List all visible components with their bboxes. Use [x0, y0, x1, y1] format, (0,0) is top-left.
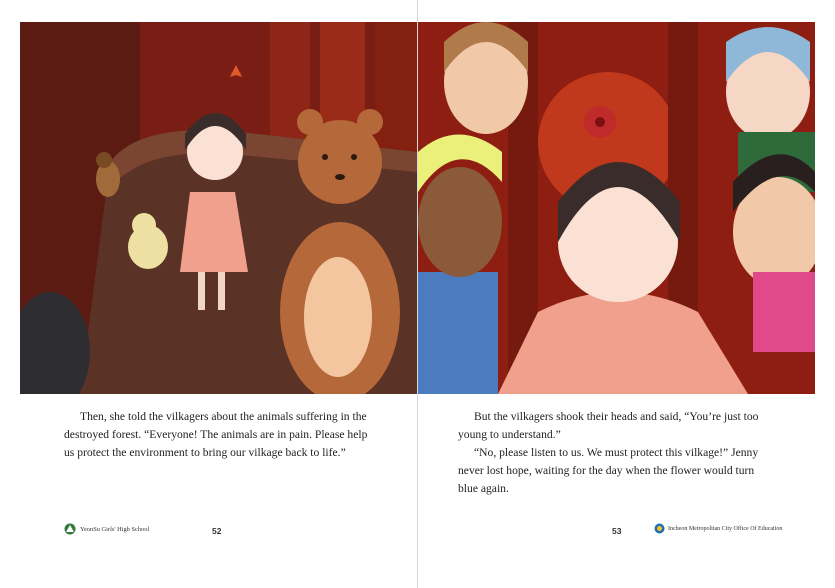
story-paragraph: Then, she told the vilkagers about the animals suffering in the destroyed forest. “Everyone! The animals are in pain. Please help us protect the environment to bring our vilkage back to life.” — [64, 410, 368, 459]
right-page — [418, 0, 835, 588]
education-office-logo-icon — [654, 523, 665, 534]
school-emblem-icon — [64, 523, 76, 535]
story-paragraph: “No, please listen to us. We must protect this vilkage!” Jenny never lost hope, waiting for the day when the flower would turn blue again. — [458, 446, 759, 495]
footer-label: YeonSu Girls' High School — [80, 525, 150, 533]
page-number: 53 — [612, 526, 622, 536]
story-text — [458, 408, 770, 498]
story-paragraph: But the vilkagers shook their heads and said, “You’re just too young to understand.” — [458, 410, 759, 441]
stage-illustration — [20, 22, 417, 394]
villagers-illustration — [418, 22, 815, 394]
footer-office — [654, 523, 782, 534]
footer-school — [64, 523, 149, 535]
left-page — [0, 0, 417, 588]
story-text — [64, 408, 376, 462]
page-number: 52 — [212, 526, 222, 536]
footer-label: Incheon Metropolitan City Office Of Education — [668, 525, 783, 532]
